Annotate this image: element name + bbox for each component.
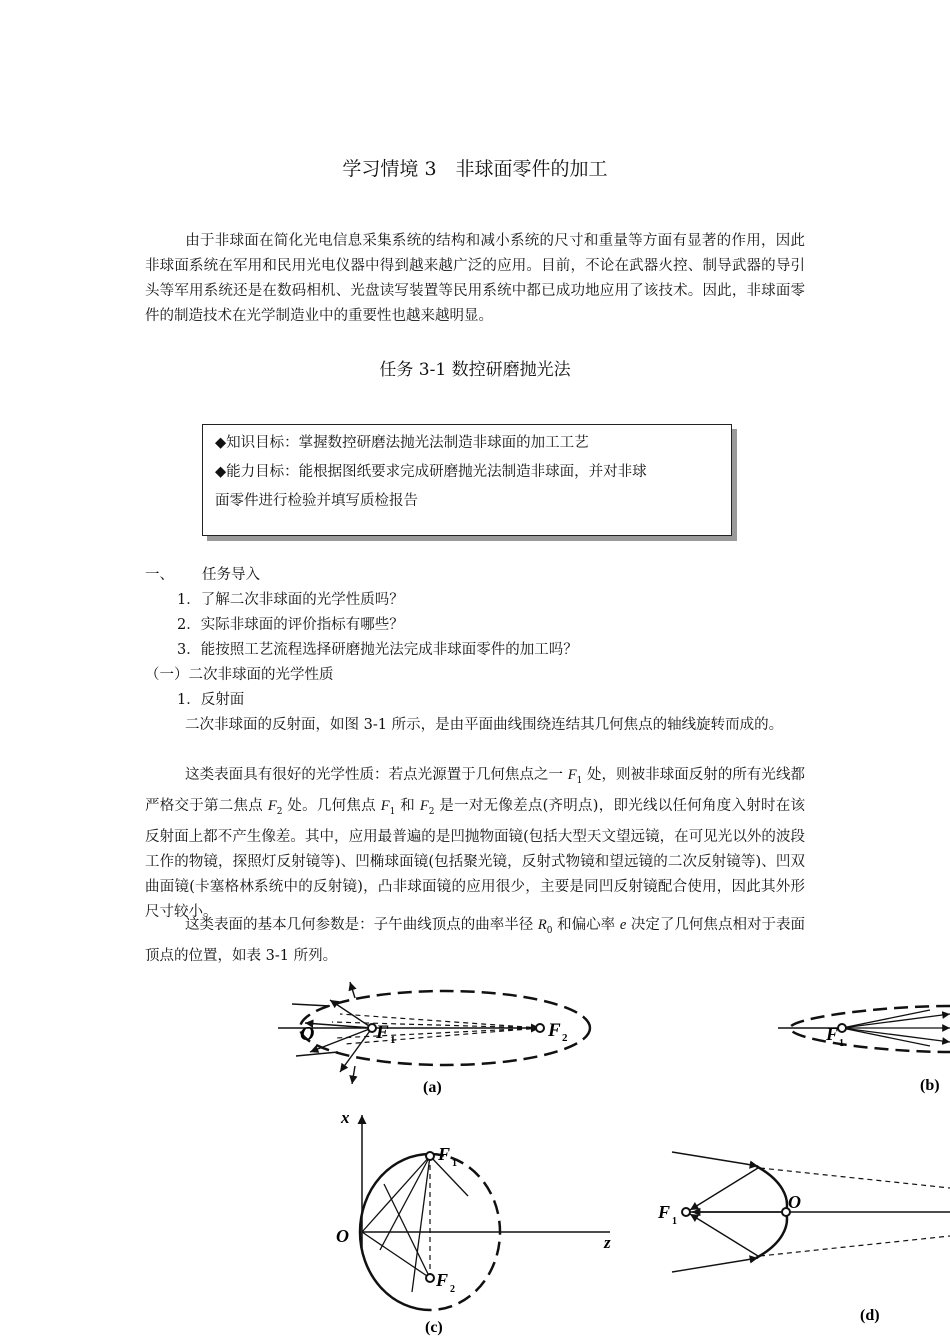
paragraph-properties: 这类表面具有很好的光学性质：若点光源置于几何焦点之一 $F_1$ 处，则被非球面反射的所有光线都严格交于第二焦点 $F_2$ 处。几何焦点 $F_1$ 和 $F_2$ 是一对无像差点(齐明点)，即光线以任何角度入射时在该反射面上都不产生像差。其中，应用最普遍的是凹抛物面镜(包括大型天文望远镜，在可见光以外的波段工作的物镜，探照灯反射镜等)、凹椭球面镜(包括聚光镜，反射式物镜和望远镜的二次反射镜等)、凹双曲面镜(卡塞格林系统中的反射镜)，凸非球面镜的应用很少，主要是同凹反射镜配合使用，因此其外形尺寸较小。 [145,767,806,920]
ability-objective: ◆能力目标：能根据图纸要求完成研磨抛光法制造非球面，并对非球 [215,464,647,480]
paragraph-reflect: 二次非球面的反射面，如图 3-1 所示，是由平面曲线围绕连结其几何焦点的轴线旋转而成的。 [185,717,784,733]
axis-x-c: x [341,1108,350,1127]
objectives-box [202,424,732,536]
section-number: 一、 [145,567,174,583]
question-3: 3．能按照工艺流程选择研磨抛光法完成非球面零件的加工吗？ [177,642,578,658]
question-2: 2．实际非球面的评价指标有哪些？ [177,617,404,633]
point-O-c: O [336,1226,349,1246]
intro-paragraph: 由于非球面在简化光电信息采集系统的结构和减小系统的尺寸和重量等方面有显著的作用，因此非球面系统在军用和民用光电仪器中得到越来越广泛的应用。目前，不论在武器火控、制导武器的导引头等军用系统还是在数码相机、光盘读写装置等民用系统中都已成功地应用了该技术。因此，非球面零件的制造技术在光学制造业中的重要性也越来越明显。 [145,233,805,324]
label-c: (c) [425,1319,443,1336]
point-F-a2-sub: 2 [562,1032,568,1044]
point-F-d: F [658,1202,671,1222]
axis-z-c: z [604,1233,611,1252]
paragraph-parameters: 这类表面的基本几何参数是：子午曲线顶点的曲率半径 $R_0$ 和偏心率 e 决定了几何焦点相对于表面顶点的位置，如表 3-1 所列。 [145,917,806,964]
point-F-c2-sub: 2 [450,1284,455,1295]
page-title: 学习情境 3 非球面零件的加工 [342,158,608,180]
diagram-a [278,982,590,1084]
task-title: 任务 3-1 数控研磨抛光法 [379,360,571,380]
point-F-a1-sub: 1 [390,1034,396,1046]
label-a: (a) [423,1079,442,1096]
diagram-b [778,1006,950,1052]
point-F-b-sub: 1 [839,1038,844,1049]
point-F-a2: F [548,1020,561,1041]
point-O-a: O [300,1023,315,1045]
point-F-b: F [826,1024,839,1044]
section-heading: 任务导入 [202,567,260,583]
point-F-a1: F [376,1022,389,1043]
point-F-c1-sub: 1 [452,1158,457,1169]
label-b: (b) [920,1077,940,1094]
knowledge-objective: ◆知识目标：掌握数控研磨法抛光法制造非球面的加工工艺 [215,435,589,451]
figure-3-1 [0,980,950,1344]
point-F-c2: F [436,1270,449,1290]
ability-objective-cont: 面零件进行检验并填写质检报告 [215,493,418,509]
point-O-d: O [788,1192,801,1212]
label-d: (d) [860,1307,880,1324]
point-F-c1: F [438,1144,451,1164]
item-heading: 1．反射面 [177,692,245,708]
diagram-c [360,1115,610,1310]
question-1: 1．了解二次非球面的光学性质吗？ [177,592,404,608]
point-F-d-sub: 1 [672,1216,677,1227]
diagram-d [672,1152,950,1272]
subsection-heading: （一）二次非球面的光学性质 [145,667,334,683]
